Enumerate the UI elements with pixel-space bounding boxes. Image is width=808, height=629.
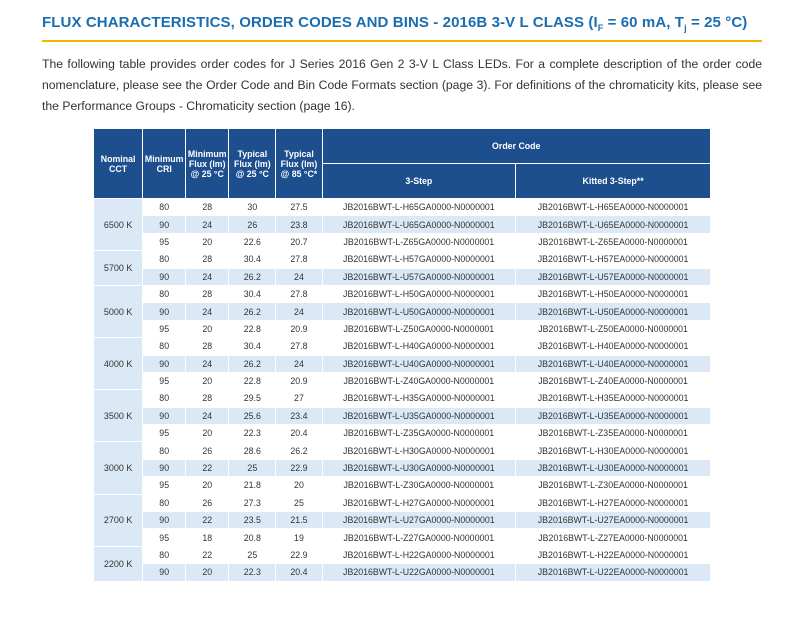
table-row xyxy=(94,459,711,476)
typ-flux-85-cell: 27.8 xyxy=(276,338,322,355)
min-flux-cell: 26 xyxy=(186,442,229,459)
typ-flux-cell: 30 xyxy=(229,199,276,216)
typ-flux-cell: 28.6 xyxy=(229,442,276,459)
order-code-kitted-cell: JB2016BWT-L-H50EA0000-N0000001 xyxy=(516,285,711,302)
cri-cell: 90 xyxy=(143,407,186,424)
typ-flux-cell: 30.4 xyxy=(229,338,276,355)
header-kitted-3-step: Kitted 3-Step** xyxy=(516,164,711,199)
order-code-3-step-cell: JB2016BWT-L-U65GA0000-N0000001 xyxy=(322,216,516,233)
order-code-kitted-cell: JB2016BWT-L-U50EA0000-N0000001 xyxy=(516,303,711,320)
typ-flux-cell: 25.6 xyxy=(229,407,276,424)
cri-cell: 90 xyxy=(143,564,186,581)
typ-flux-cell: 23.5 xyxy=(229,512,276,529)
title-sub-f: F xyxy=(597,23,604,33)
page-title xyxy=(42,14,747,33)
table-row xyxy=(94,233,711,250)
min-flux-cell: 28 xyxy=(186,251,229,268)
typ-flux-85-cell: 21.5 xyxy=(276,512,322,529)
min-flux-cell: 28 xyxy=(186,390,229,407)
typ-flux-85-cell: 26.2 xyxy=(276,442,322,459)
min-flux-cell: 18 xyxy=(186,529,229,546)
order-code-3-step-cell: JB2016BWT-L-Z30GA0000-N0000001 xyxy=(322,477,516,494)
header-typical-flux-85: Typical Flux (lm) @ 85 °C* xyxy=(276,129,322,199)
table-row xyxy=(94,303,711,320)
cri-cell: 90 xyxy=(143,459,186,476)
order-code-3-step-cell: JB2016BWT-L-U57GA0000-N0000001 xyxy=(322,268,516,285)
typ-flux-cell: 27.3 xyxy=(229,494,276,511)
typ-flux-cell: 30.4 xyxy=(229,285,276,302)
min-flux-cell: 24 xyxy=(186,355,229,372)
typ-flux-cell: 22.3 xyxy=(229,425,276,442)
typ-flux-85-cell: 27 xyxy=(276,390,322,407)
header-order-code: Order Code xyxy=(322,129,711,164)
min-flux-cell: 24 xyxy=(186,303,229,320)
typ-flux-cell: 26.2 xyxy=(229,268,276,285)
typ-flux-cell: 26.2 xyxy=(229,303,276,320)
cri-cell: 80 xyxy=(143,390,186,407)
order-code-3-step-cell: JB2016BWT-L-H65GA0000-N0000001 xyxy=(322,199,516,216)
cri-cell: 90 xyxy=(143,303,186,320)
min-flux-cell: 24 xyxy=(186,268,229,285)
typ-flux-cell: 26.2 xyxy=(229,355,276,372)
cri-cell: 80 xyxy=(143,546,186,563)
min-flux-cell: 24 xyxy=(186,216,229,233)
typ-flux-85-cell: 20.9 xyxy=(276,320,322,337)
order-code-kitted-cell: JB2016BWT-L-U65EA0000-N0000001 xyxy=(516,216,711,233)
typ-flux-cell: 20.8 xyxy=(229,529,276,546)
nominal-cct-cell: 2700 K xyxy=(94,494,143,546)
order-code-kitted-cell: JB2016BWT-L-U22EA0000-N0000001 xyxy=(516,564,711,581)
order-code-3-step-cell: JB2016BWT-L-Z65GA0000-N0000001 xyxy=(322,233,516,250)
typ-flux-cell: 26 xyxy=(229,216,276,233)
order-code-kitted-cell: JB2016BWT-L-Z40EA0000-N0000001 xyxy=(516,372,711,389)
table-row xyxy=(94,407,711,424)
order-code-3-step-cell: JB2016BWT-L-H27GA0000-N0000001 xyxy=(322,494,516,511)
order-code-kitted-cell: JB2016BWT-L-U57EA0000-N0000001 xyxy=(516,268,711,285)
table-row xyxy=(94,338,711,355)
header-typical-flux: Typical Flux (lm) @ 25 °C xyxy=(229,129,276,199)
order-code-3-step-cell: JB2016BWT-L-Z50GA0000-N0000001 xyxy=(322,320,516,337)
min-flux-cell: 20 xyxy=(186,372,229,389)
typ-flux-cell: 22.6 xyxy=(229,233,276,250)
table-row xyxy=(94,390,711,407)
order-code-kitted-cell: JB2016BWT-L-H22EA0000-N0000001 xyxy=(516,546,711,563)
min-flux-cell: 22 xyxy=(186,546,229,563)
min-flux-cell: 20 xyxy=(186,320,229,337)
typ-flux-85-cell: 20.9 xyxy=(276,372,322,389)
title-end: = 25 °C) xyxy=(686,14,748,31)
table-row xyxy=(94,564,711,581)
typ-flux-cell: 22.3 xyxy=(229,564,276,581)
order-code-3-step-cell: JB2016BWT-L-U40GA0000-N0000001 xyxy=(322,355,516,372)
typ-flux-85-cell: 25 xyxy=(276,494,322,511)
cri-cell: 80 xyxy=(143,251,186,268)
typ-flux-cell: 21.8 xyxy=(229,477,276,494)
typ-flux-cell: 25 xyxy=(229,546,276,563)
min-flux-cell: 22 xyxy=(186,512,229,529)
table-row xyxy=(94,320,711,337)
header-minimum-cri: Minimum CRI xyxy=(143,129,186,199)
nominal-cct-cell: 5700 K xyxy=(94,251,143,286)
typ-flux-cell: 30.4 xyxy=(229,251,276,268)
cri-cell: 80 xyxy=(143,199,186,216)
nominal-cct-cell: 3500 K xyxy=(94,390,143,442)
typ-flux-85-cell: 23.4 xyxy=(276,407,322,424)
cri-cell: 95 xyxy=(143,529,186,546)
nominal-cct-cell: 5000 K xyxy=(94,285,143,337)
table-row xyxy=(94,251,711,268)
order-code-kitted-cell: JB2016BWT-L-H30EA0000-N0000001 xyxy=(516,442,711,459)
min-flux-cell: 20 xyxy=(186,233,229,250)
cri-cell: 80 xyxy=(143,494,186,511)
nominal-cct-cell: 6500 K xyxy=(94,199,143,251)
table-row xyxy=(94,425,711,442)
table-row xyxy=(94,494,711,511)
typ-flux-85-cell: 20.4 xyxy=(276,425,322,442)
table-row xyxy=(94,285,711,302)
typ-flux-85-cell: 27.8 xyxy=(276,251,322,268)
title-main: FLUX CHARACTERISTICS, ORDER CODES AND BINS - 2016B 3-V L CLASS (I xyxy=(42,14,598,31)
cri-cell: 90 xyxy=(143,355,186,372)
min-flux-cell: 20 xyxy=(186,425,229,442)
intro-paragraph: The following table provides order codes for J Series 2016 Gen 2 3-V L Class LEDs. For a complete description of the order code nomenclature, please see the Order Code and Bin Code Formats section (page 3). For definitions of the chromaticity kits, please see the Performance Groups - Chromaticity section (page 16). xyxy=(42,57,762,113)
order-code-kitted-cell: JB2016BWT-L-H35EA0000-N0000001 xyxy=(516,390,711,407)
nominal-cct-cell: 2200 K xyxy=(94,546,143,581)
min-flux-cell: 26 xyxy=(186,494,229,511)
order-code-kitted-cell: JB2016BWT-L-Z65EA0000-N0000001 xyxy=(516,233,711,250)
cri-cell: 80 xyxy=(143,285,186,302)
min-flux-cell: 24 xyxy=(186,407,229,424)
cri-cell: 95 xyxy=(143,477,186,494)
table-row xyxy=(94,372,711,389)
order-code-table-body xyxy=(94,199,711,582)
table-row xyxy=(94,442,711,459)
cri-cell: 95 xyxy=(143,372,186,389)
typ-flux-85-cell: 20 xyxy=(276,477,322,494)
order-code-3-step-cell: JB2016BWT-L-H30GA0000-N0000001 xyxy=(322,442,516,459)
order-code-kitted-cell: JB2016BWT-L-Z30EA0000-N0000001 xyxy=(516,477,711,494)
cri-cell: 80 xyxy=(143,442,186,459)
typ-flux-85-cell: 20.4 xyxy=(276,564,322,581)
typ-flux-85-cell: 22.9 xyxy=(276,459,322,476)
typ-flux-cell: 25 xyxy=(229,459,276,476)
typ-flux-85-cell: 20.7 xyxy=(276,233,322,250)
typ-flux-cell: 22.8 xyxy=(229,320,276,337)
min-flux-cell: 22 xyxy=(186,459,229,476)
order-code-3-step-cell: JB2016BWT-L-H22GA0000-N0000001 xyxy=(322,546,516,563)
header-3-step: 3-Step xyxy=(322,164,516,199)
cri-cell: 90 xyxy=(143,216,186,233)
min-flux-cell: 28 xyxy=(186,285,229,302)
order-code-3-step-cell: JB2016BWT-L-Z27GA0000-N0000001 xyxy=(322,529,516,546)
order-code-kitted-cell: JB2016BWT-L-U27EA0000-N0000001 xyxy=(516,512,711,529)
order-code-3-step-cell: JB2016BWT-L-H50GA0000-N0000001 xyxy=(322,285,516,302)
header-nominal-cct: Nominal CCT xyxy=(94,129,143,199)
order-code-kitted-cell: JB2016BWT-L-H65EA0000-N0000001 xyxy=(516,199,711,216)
cri-cell: 95 xyxy=(143,425,186,442)
title-divider xyxy=(42,40,762,42)
table-row xyxy=(94,216,711,233)
order-code-kitted-cell: JB2016BWT-L-U30EA0000-N0000001 xyxy=(516,459,711,476)
min-flux-cell: 28 xyxy=(186,199,229,216)
typ-flux-85-cell: 24 xyxy=(276,268,322,285)
min-flux-cell: 20 xyxy=(186,477,229,494)
nominal-cct-cell: 4000 K xyxy=(94,338,143,390)
min-flux-cell: 28 xyxy=(186,338,229,355)
typ-flux-85-cell: 27.8 xyxy=(276,285,322,302)
typ-flux-cell: 22.8 xyxy=(229,372,276,389)
typ-flux-85-cell: 23.8 xyxy=(276,216,322,233)
table-row xyxy=(94,355,711,372)
order-code-3-step-cell: JB2016BWT-L-Z40GA0000-N0000001 xyxy=(322,372,516,389)
cri-cell: 80 xyxy=(143,338,186,355)
table-row xyxy=(94,477,711,494)
table-row xyxy=(94,529,711,546)
order-code-3-step-cell: JB2016BWT-L-U30GA0000-N0000001 xyxy=(322,459,516,476)
order-code-3-step-cell: JB2016BWT-L-H35GA0000-N0000001 xyxy=(322,390,516,407)
table-row xyxy=(94,546,711,563)
title-mid: = 60 mA, T xyxy=(603,14,685,31)
order-code-kitted-cell: JB2016BWT-L-Z27EA0000-N0000001 xyxy=(516,529,711,546)
title-sub-j: j xyxy=(684,23,687,33)
order-code-kitted-cell: JB2016BWT-L-H57EA0000-N0000001 xyxy=(516,251,711,268)
order-code-kitted-cell: JB2016BWT-L-H40EA0000-N0000001 xyxy=(516,338,711,355)
order-code-3-step-cell: JB2016BWT-L-Z35GA0000-N0000001 xyxy=(322,425,516,442)
order-code-3-step-cell: JB2016BWT-L-U22GA0000-N0000001 xyxy=(322,564,516,581)
order-code-3-step-cell: JB2016BWT-L-U27GA0000-N0000001 xyxy=(322,512,516,529)
typ-flux-85-cell: 24 xyxy=(276,303,322,320)
typ-flux-85-cell: 24 xyxy=(276,355,322,372)
typ-flux-cell: 29.5 xyxy=(229,390,276,407)
order-code-3-step-cell: JB2016BWT-L-H40GA0000-N0000001 xyxy=(322,338,516,355)
cri-cell: 95 xyxy=(143,320,186,337)
table-row xyxy=(94,512,711,529)
typ-flux-85-cell: 19 xyxy=(276,529,322,546)
table-row xyxy=(94,268,711,285)
order-code-kitted-cell: JB2016BWT-L-H27EA0000-N0000001 xyxy=(516,494,711,511)
cri-cell: 95 xyxy=(143,233,186,250)
order-code-table xyxy=(93,128,711,582)
order-code-kitted-cell: JB2016BWT-L-Z35EA0000-N0000001 xyxy=(516,425,711,442)
header-minimum-flux: Minimum Flux (lm) @ 25 °C xyxy=(186,129,229,199)
cri-cell: 90 xyxy=(143,268,186,285)
typ-flux-85-cell: 22.9 xyxy=(276,546,322,563)
cri-cell: 90 xyxy=(143,512,186,529)
order-code-3-step-cell: JB2016BWT-L-H57GA0000-N0000001 xyxy=(322,251,516,268)
typ-flux-85-cell: 27.5 xyxy=(276,199,322,216)
order-code-kitted-cell: JB2016BWT-L-Z50EA0000-N0000001 xyxy=(516,320,711,337)
nominal-cct-cell: 3000 K xyxy=(94,442,143,494)
order-code-kitted-cell: JB2016BWT-L-U40EA0000-N0000001 xyxy=(516,355,711,372)
order-code-3-step-cell: JB2016BWT-L-U35GA0000-N0000001 xyxy=(322,407,516,424)
order-code-3-step-cell: JB2016BWT-L-U50GA0000-N0000001 xyxy=(322,303,516,320)
min-flux-cell: 20 xyxy=(186,564,229,581)
table-row xyxy=(94,199,711,216)
order-code-kitted-cell: JB2016BWT-L-U35EA0000-N0000001 xyxy=(516,407,711,424)
